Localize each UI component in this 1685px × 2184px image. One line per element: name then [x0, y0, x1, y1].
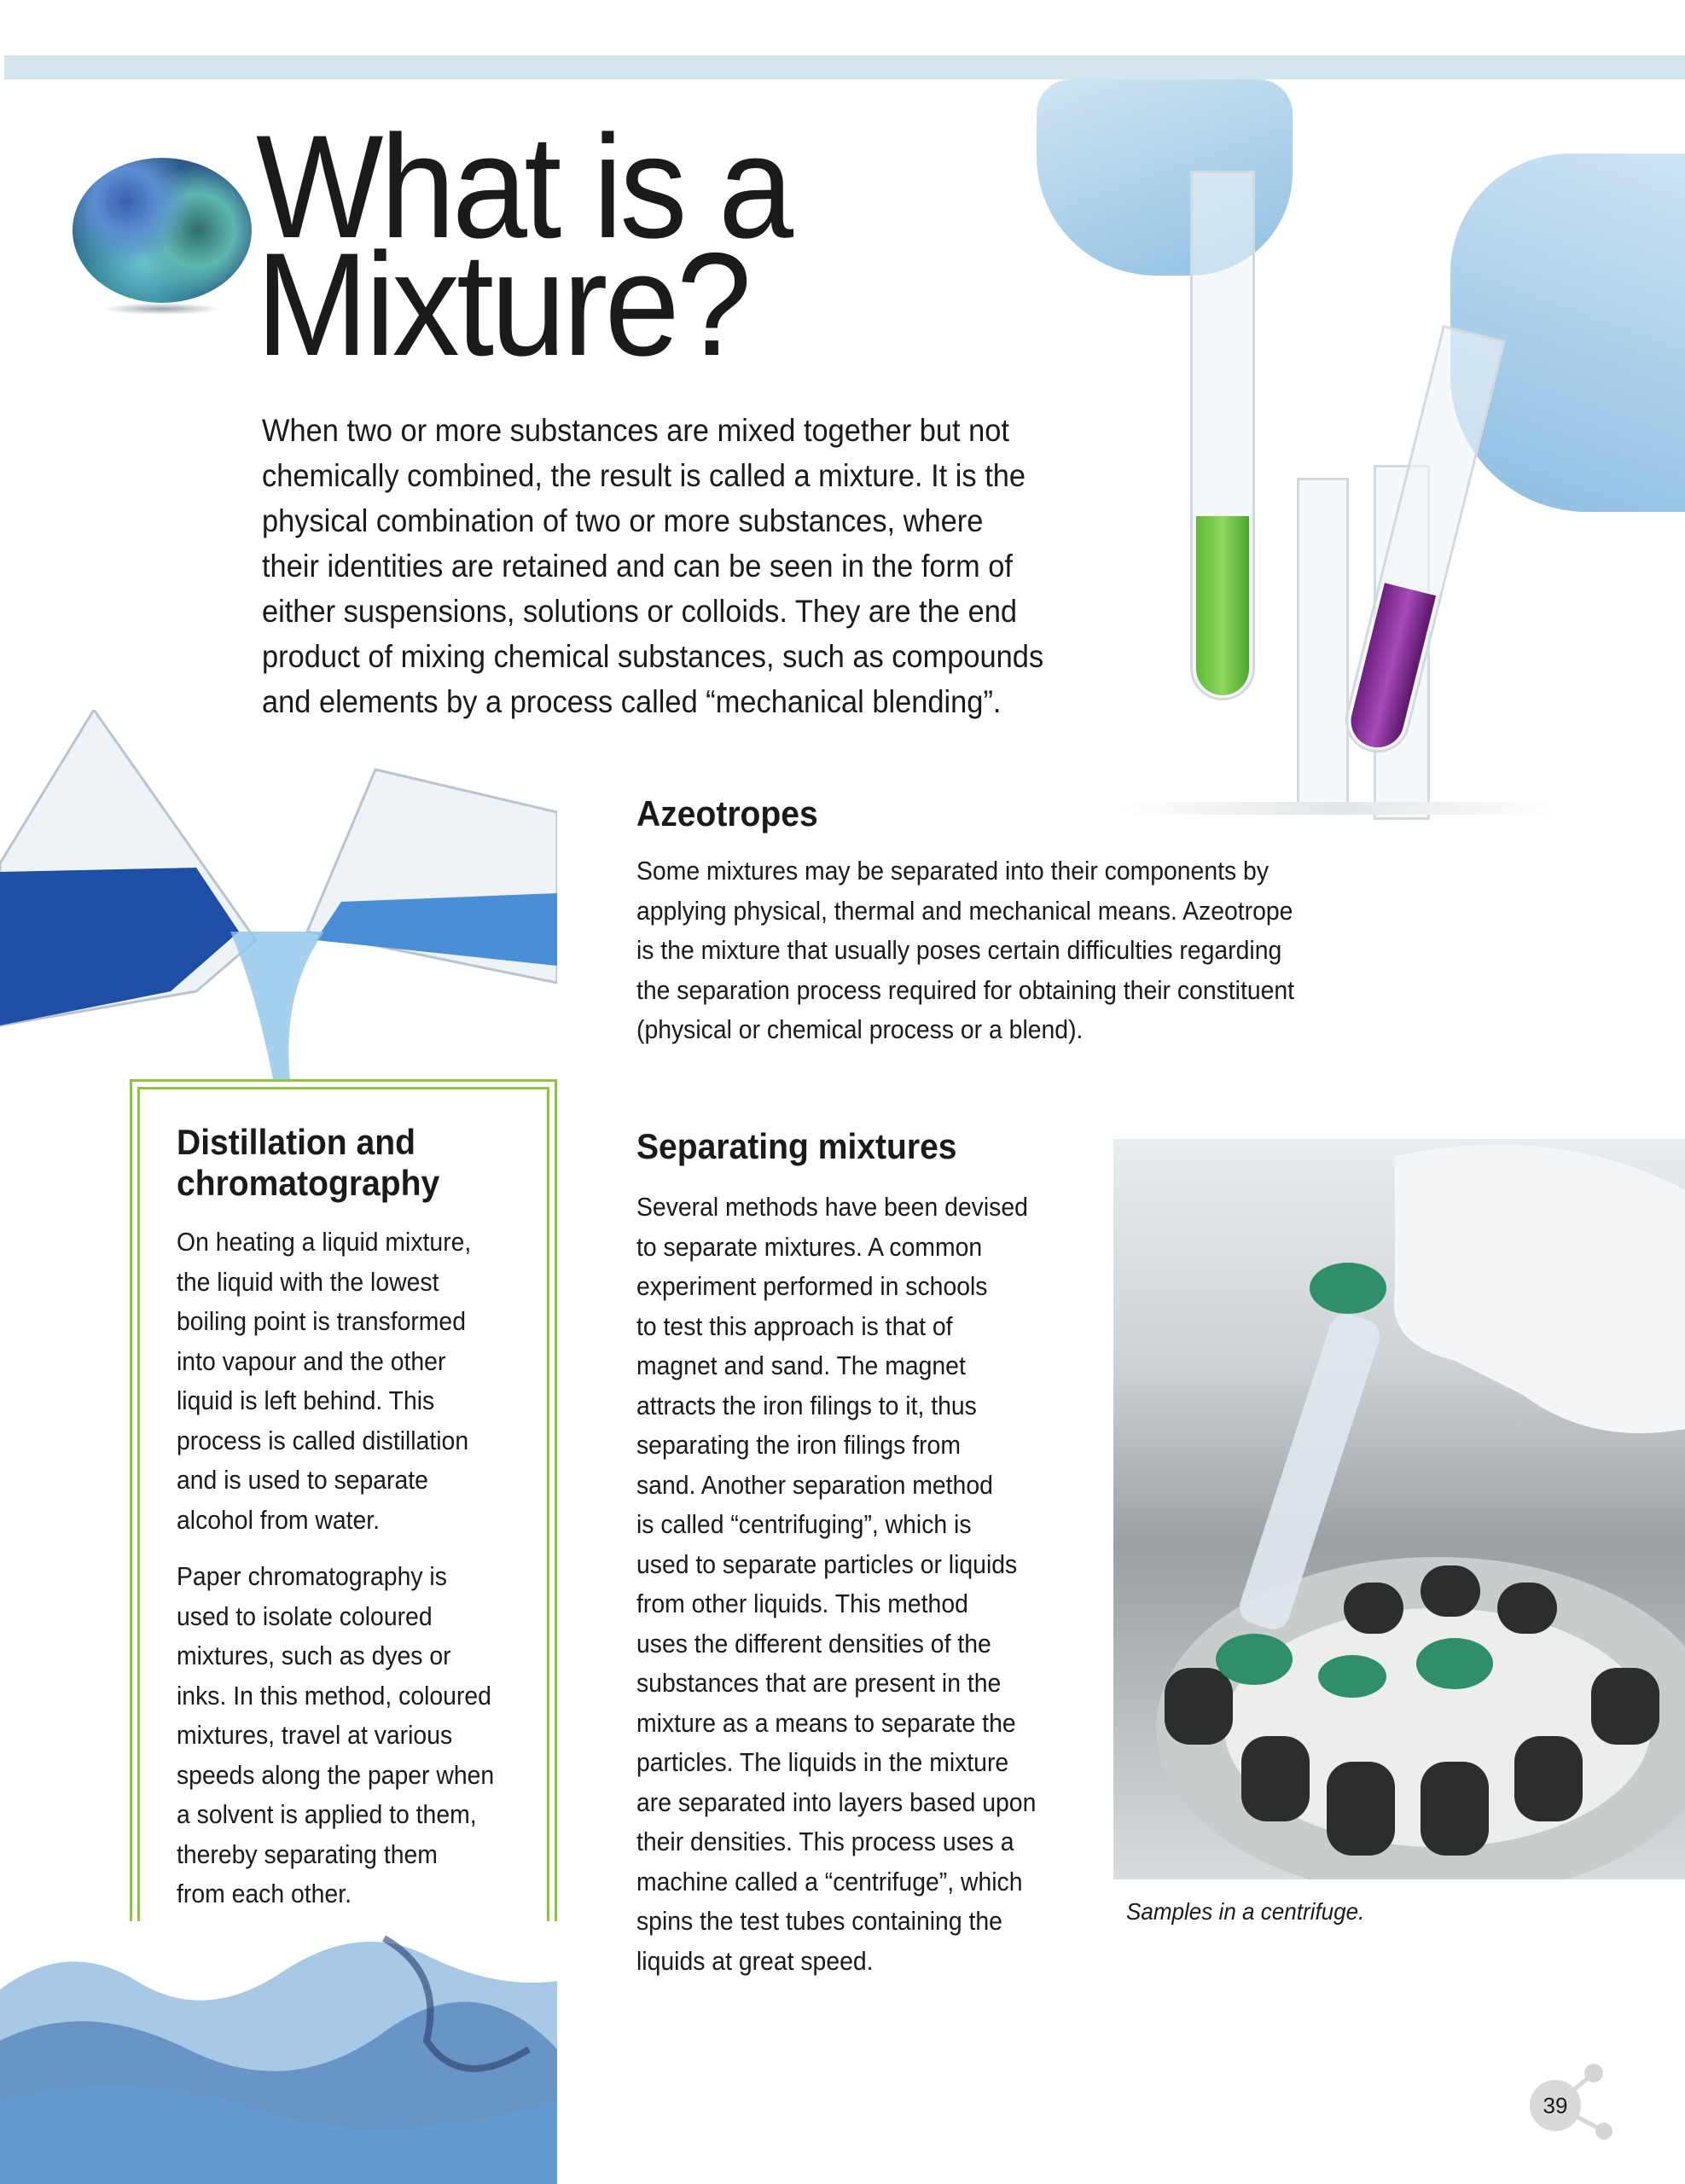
- text-line: and elements by a process called “mechanical blending”.: [262, 684, 1002, 719]
- text-line: Several methods have been devised: [636, 1193, 1028, 1222]
- tube-surface: [1118, 802, 1561, 815]
- text-line: speeds along the paper when: [177, 1760, 495, 1790]
- text-line: uses the different densities of the: [636, 1629, 991, 1658]
- text-line: and is used to separate: [177, 1466, 428, 1495]
- pouring-illustration: [0, 710, 557, 1079]
- text-line: applying physical, thermal and mechanical means. Azeotrope: [636, 896, 1293, 926]
- text-line: magnet and sand. The magnet: [636, 1351, 966, 1380]
- chromatography-paragraph: [177, 1557, 494, 1914]
- text-line: used to isolate coloured: [177, 1601, 433, 1631]
- text-line: thereby separating them: [177, 1839, 438, 1869]
- glove-right: [1450, 154, 1685, 512]
- title-line: Mixture?: [256, 223, 749, 386]
- text-line: experiment performed in schools: [636, 1272, 988, 1301]
- header-bar: [4, 55, 1685, 79]
- text-line: are separated into layers based upon: [636, 1787, 1037, 1817]
- text-line: particles. The liquids in the mixture: [636, 1748, 1009, 1777]
- text-line: process is called distillation: [177, 1426, 469, 1455]
- text-line: physical combination of two or more substances, where: [262, 503, 984, 538]
- text-line: the separation process required for obtaining their constituent: [636, 975, 1295, 1005]
- text-line: the liquid with the lowest: [177, 1267, 439, 1297]
- separating-heading: Separating mixtures: [636, 1126, 957, 1166]
- centrifuge-illustration: [1113, 1139, 1685, 1879]
- pouring-liquid-photo: [0, 710, 557, 1079]
- text-line: substances that are present in the: [636, 1669, 1002, 1698]
- text-line: inks. In this method, coloured: [177, 1681, 491, 1711]
- green-liquid: [1196, 516, 1249, 695]
- text-line: mixtures, travel at various: [177, 1721, 453, 1750]
- text-line: mixtures, such as dyes or: [177, 1641, 451, 1670]
- azeotropes-heading: Azeotropes: [636, 793, 818, 834]
- text-line: is the mixture that usually poses certain difficulties regarding: [636, 936, 1282, 965]
- heading-line: chromatography: [177, 1163, 440, 1203]
- text-line: separating the iron filings from: [636, 1431, 961, 1460]
- text-line: On heating a liquid mixture,: [177, 1228, 472, 1257]
- text-line: used to separate particles or liquids: [636, 1549, 1018, 1579]
- separating-paragraph: [636, 1188, 1036, 1981]
- text-line: spins the test tubes containing the: [636, 1907, 1002, 1936]
- text-line: to test this approach is that of: [636, 1311, 953, 1341]
- title-line: What is a: [256, 105, 791, 269]
- text-line: their densities. This process uses a: [636, 1827, 1014, 1856]
- distillation-heading: [177, 1122, 439, 1204]
- text-line: liquid is left behind. This: [177, 1386, 435, 1415]
- blob-shadow: [102, 303, 222, 315]
- page-title: [256, 105, 791, 386]
- text-line: chemically combined, the result is called a mixture. It is the: [262, 458, 1026, 493]
- text-line: from other liquids. This method: [636, 1589, 968, 1618]
- text-line: their identities are retained and can be seen in the form of: [262, 549, 1013, 584]
- text-line: sand. Another separation method: [636, 1470, 993, 1500]
- test-tube-green: [1190, 171, 1255, 700]
- text-line: either suspensions, solutions or colloids. They are the end: [262, 594, 1017, 629]
- text-line: is called “centrifuging”, which is: [636, 1510, 972, 1539]
- text-line: mixture as a means to separate the: [636, 1708, 1016, 1738]
- text-line: into vapour and the other: [177, 1346, 446, 1376]
- beaker: [1297, 478, 1349, 807]
- text-line: (physical or chemical process or a blend).: [636, 1015, 1084, 1044]
- text-line: Paper chromatography is: [177, 1562, 447, 1591]
- ink-smoke-photo: [0, 1921, 557, 2184]
- text-line: attracts the iron filings to it, thus: [636, 1391, 977, 1420]
- page-number: 39: [1530, 2080, 1581, 2131]
- photo-caption: Samples in a centrifuge.: [1126, 1898, 1365, 1925]
- text-line: from each other.: [177, 1879, 352, 1908]
- distillation-paragraph: [177, 1223, 471, 1540]
- text-line: boiling point is transformed: [177, 1307, 466, 1336]
- text-line: liquids at great speed.: [636, 1946, 874, 1976]
- text-line: a solvent is applied to them,: [177, 1800, 477, 1829]
- smoke-illustration: [0, 1921, 557, 2184]
- text-line: product of mixing chemical substances, such as compounds: [262, 639, 1044, 674]
- heading-line: Distillation and: [177, 1122, 415, 1162]
- mixture-blob-illustration: [73, 158, 252, 303]
- text-line: When two or more substances are mixed together but not: [262, 413, 1010, 448]
- text-line: to separate mixtures. A common: [636, 1232, 983, 1262]
- centrifuge-photo: [1113, 1139, 1685, 1879]
- text-line: Some mixtures may be separated into their components by: [636, 857, 1270, 886]
- azeotropes-paragraph: [636, 851, 1294, 1050]
- text-line: machine called a “centrifuge”, which: [636, 1867, 1023, 1896]
- text-line: alcohol from water.: [177, 1505, 381, 1535]
- intro-paragraph: [262, 408, 1043, 724]
